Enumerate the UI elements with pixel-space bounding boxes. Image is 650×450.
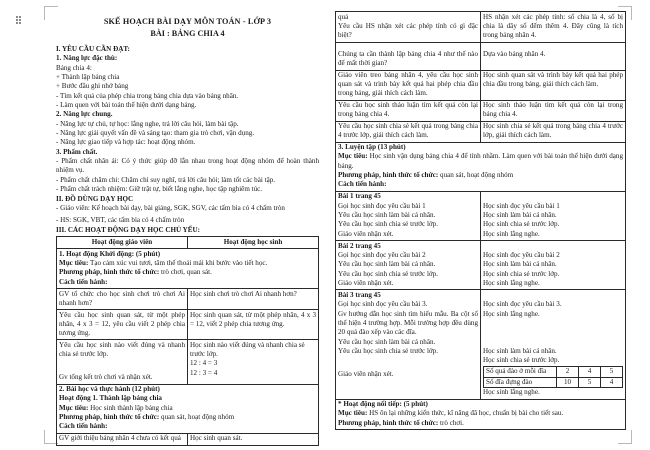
heading-qualities: 3. Phẩm chất. — [56, 147, 98, 156]
cell-teacher: Yêu cầu học sinh chia sẻ kết quả trong bảng chia 4 trước lớp, giải thích cách làm. — [336, 121, 481, 142]
cell-student-text: Học sinh chia sẻ trước lớp. — [483, 269, 560, 278]
cell-student: Học sinh thảo luận tìm kết quả còn lại trong bảng chia 4. — [481, 100, 626, 121]
cell-teacher: GV giới thiệu bảng nhân 4 chưa có kết quả — [57, 433, 188, 445]
row-label-peaches-per-dish: Số quả đào ở mỗi đĩa — [484, 367, 557, 377]
value-method: trò chơi. — [438, 418, 464, 427]
activity1-steps-label: Cách tiến hành: — [59, 277, 108, 286]
activities-table-part2 — [335, 11, 626, 430]
table-row — [57, 289, 319, 310]
cell-teacher-text: Yêu cầu học sinh chia sẻ trước lớp. — [338, 220, 438, 229]
cell-teacher-text: Giáo viên nhận xét. — [338, 370, 394, 379]
exercise3-title: Bài 3 trang 45 — [338, 290, 381, 299]
cell-teacher-text: Giáo viên nhận xét. — [338, 279, 394, 288]
text-quality-item: - Phẩm chất trách nhiệm: Giữ trật tự, biết lắng nghe, học tập nghiêm túc. — [56, 185, 263, 194]
cell-teacher-text: Yêu cầu học sinh chia sẻ trước lớp. — [338, 269, 438, 278]
cell-student-text: Học sinh đọc yêu cầu bài 3. — [483, 300, 562, 309]
cell-student-text: Học sinh làm bài cá nhân. — [483, 211, 557, 220]
cell-teacher: Yêu cầu học sinh quan sát, từ một phép nhân, 4 x 3 = 12, yêu cầu viết 2 phép chia tương ứng. — [57, 310, 188, 340]
exercise2-title: Bài 2 trang 45 — [338, 241, 381, 250]
cell-student: Học sinh quan sát và trình bày kết quả hai phép chia đầu trong bảng, giải thích cách làm. — [481, 70, 626, 100]
cell-student: Học sinh quan sát. — [188, 433, 319, 445]
value-goal: Học sinh vận dụng bảng chia 4 để tính nhầm. Làm quen với bài toán thể hiện dưới dạng bảng. — [338, 152, 623, 170]
cell-teacher: Giáo viên treo bảng nhân 4, yêu cầu học sinh quan sát và trình bày kết quả hai phép chia đầu trong bảng, giải thích cách làm. — [336, 70, 481, 100]
column-header-teacher: Hoạt động giáo viên — [57, 236, 188, 248]
text-general-item: - Năng lực giao tiếp và hợp tác: hoạt động nhóm. — [56, 138, 196, 147]
activity1-closing: Gv tổng kết trò chơi và nhận xét. — [59, 373, 153, 382]
cell-value: 5 — [579, 377, 601, 387]
cell-value: 4 — [579, 367, 601, 377]
exercise1-title: Bài 1 trang 45 — [338, 192, 381, 201]
cell-student: Học sinh chia sẻ kết quả trong bảng chia 4 trước lớp, giải thích cách làm. — [481, 121, 626, 142]
heading-materials: II. ĐỒ DÙNG DẠY HỌC — [56, 194, 134, 203]
text-quality-item: - Phẩm chất nhân ái: Có ý thức giúp đỡ lẫn nhau trong hoạt động nhóm để hoàn thành nhiệm vụ. — [56, 157, 319, 175]
table-row-activity3-header — [336, 142, 626, 191]
cell-teacher-text: Gv hướng dẫn học sinh tìm hiểu mẫu. Ba cột số thể hiện 4 trường hợp. Mỗi trường hợp đều dùng 20 quả đào xếp vào các đĩa. — [338, 309, 478, 337]
equation-line: 12 : 3 = 4 — [190, 368, 218, 377]
table-row-activity1-header — [57, 249, 319, 289]
continuation-text: quả — [338, 12, 349, 21]
heading-specific-competence: 1. Năng lực đặc thù: — [56, 54, 118, 63]
cell-teacher — [336, 191, 481, 240]
cell-teacher — [336, 290, 481, 399]
activities-table-part1 — [56, 236, 319, 446]
activity2-title: 2. Bài học và thực hành (12 phút) — [59, 385, 160, 394]
text-competence-item: - Tìm kết quả của phép chia trong bảng chia dựa vào bảng nhân. — [56, 91, 239, 100]
table-header-row — [57, 236, 319, 248]
text-competence-item: - Làm quen với bài toán thể hiện dưới dạng bảng. — [56, 100, 197, 109]
activity2-goal — [59, 404, 316, 413]
table-row — [336, 42, 626, 70]
value-method: quan sát, hoạt động nhóm — [159, 413, 235, 422]
table-row — [57, 433, 319, 445]
inner-table-row — [484, 377, 623, 387]
cell-student: Học sinh quan sát, từ một phép nhân, 4 x 3 = 12, viết 2 phép chia tương ứng. — [188, 310, 319, 340]
label-method: Phương pháp, hình thức tổ chức: — [59, 268, 160, 277]
cell-teacher-text: Giáo viên nhận xét. — [338, 229, 394, 238]
label-method: Phương pháp, hình thức tổ chức: — [338, 171, 439, 180]
activity1-block — [57, 249, 319, 289]
value-goal: HS ôn lại những kiến thức, kĩ năng đã học, chuẩn bị bài cho tiết sau. — [367, 409, 564, 418]
value-method: quan sát, hoạt động nhóm — [438, 171, 514, 180]
cell-student-text: Học sinh chia sẻ trước lớp. — [483, 220, 560, 229]
label-goal: Mục tiêu: — [338, 152, 368, 161]
peach-dish-table — [483, 366, 623, 387]
activity4-block — [336, 399, 626, 430]
page-subtitle: BÀI : BẢNG CHIA 4 — [150, 28, 225, 38]
equation-line: 12 : 4 = 3 — [190, 359, 218, 368]
activity4-title: * Hoạt động nối tiếp: (5 phút) — [338, 400, 428, 409]
cell-value: 5 — [601, 367, 623, 377]
label-goal: Mục tiêu: — [59, 259, 89, 268]
cell-student-text: Học sinh lắng nghe. — [483, 229, 540, 238]
activity1-goal — [59, 259, 316, 268]
label-goal: Mục tiêu: — [59, 403, 89, 412]
activity3-steps-label: Cách tiến hành: — [338, 180, 387, 189]
column-header-student: Hoạt động học sinh — [188, 236, 319, 248]
cell-student-text: Học sinh làm bài cá nhân. — [483, 347, 557, 356]
cell-student — [188, 340, 319, 384]
cell-teacher-text: Yêu cầu học sinh làm bài cá nhân. — [338, 260, 436, 269]
activity1-title: 1. Hoạt động Khởi động: (5 phút) — [59, 249, 161, 258]
text-quality-item: - Phẩm chất chăm chi: Chăm chỉ suy nghĩ, trả lời câu hỏi; làm tốt các bài tập. — [56, 175, 276, 184]
activity3-goal — [338, 152, 623, 171]
table-row-activity4 — [336, 399, 626, 430]
activity3-title: 3. Luyện tập (13 phút) — [338, 143, 406, 152]
cell-teacher — [336, 12, 481, 43]
cell-teacher — [336, 42, 481, 70]
table-row-exercise2 — [336, 241, 626, 290]
cell-student: Học sinh chơi trò chơi Ai nhanh hơn? — [188, 289, 319, 310]
cell-student — [481, 191, 626, 240]
activity2-method — [59, 413, 316, 422]
table-row — [57, 340, 319, 384]
text-division-table-lead: Bảng chia 4: — [56, 63, 92, 72]
cell-teacher — [336, 241, 481, 290]
text-competence-item: + Bước đầu ghi nhớ bảng — [56, 82, 129, 91]
cell-student-text: Học sinh đọc yêu cầu bài 2 — [483, 251, 560, 259]
activity3-block — [336, 142, 626, 191]
activity2-steps-label: Cách tiến hành: — [59, 422, 108, 431]
label-goal: Mục tiêu: — [338, 409, 368, 418]
text-general-item: - Năng lực giải quyết vấn đề và sáng tạo: tham gia trò chơi, vận dụng. — [56, 129, 255, 138]
cell-value: 10 — [557, 377, 579, 387]
cell-student-text: Học sinh chia sẻ trước lớp. — [483, 356, 560, 365]
table-row-activity2-header — [57, 384, 319, 433]
cell-student-text: Học sinh lắng nghe. — [483, 309, 540, 318]
cell-student-text: Học sinh nào viết đúng và nhanh chia sẻ trước lớp. — [190, 340, 305, 358]
cell-student-text: Học sinh làm bài cá nhân. — [483, 260, 557, 269]
value-goal: Tạo cảm xúc vui tươi, tâm thế thoải mái khi bước vào tiết học. — [88, 259, 268, 268]
cell-teacher-text: Gọi học sinh đọc yêu cầu bài 3. — [338, 300, 428, 309]
cell-student-text: Học sinh lắng nghe. — [483, 388, 540, 397]
cell-student: HS nhận xét các phép tính: số chia là 4, số bị chia là dãy số đếm thêm 4. Đây cũng là tích trong bảng nhân 4. — [481, 12, 626, 43]
cell-teacher-text: Gọi học sinh đọc yêu cầu bài 2 — [338, 251, 426, 259]
cell-teacher: GV tổ chức cho học sinh chơi trò chơi Ai nhanh hơn? — [57, 289, 188, 310]
table-row — [336, 100, 626, 121]
cell-teacher-text: Chúng ta cần thành lập bảng chia 4 như thế nào để mất thời gian? — [338, 50, 478, 68]
value-method: trò chơi, quan sát. — [159, 268, 212, 277]
cell-teacher-text: Yêu cầu học sinh làm bài cá nhân. — [338, 337, 436, 346]
cell-student — [481, 290, 626, 399]
cell-teacher-text: Yêu cầu HS nhận xét các phép tính có gì đặc biệt? — [338, 21, 478, 40]
cell-teacher — [57, 340, 188, 384]
cell-student-text: Dựa vào bảng nhân 4. — [483, 50, 546, 59]
activity1-method — [59, 268, 316, 277]
text-general-item: - Năng lực tự chủ, tự học: lắng nghe, trả lời câu hỏi, làm bài tập. — [56, 119, 239, 128]
page-title: SKẾ HOẠCH BÀI DẠY MÔN TOÁN - LỚP 3 — [103, 17, 272, 26]
cell-teacher: Yêu cầu học sinh thảo luận tìm kết quả còn lại trong bảng chia 4. — [336, 100, 481, 121]
cell-student — [481, 241, 626, 290]
text-material-item: - HS: SGK, VBT, các tấm bìa có 4 chấm tròn — [56, 216, 185, 225]
label-method: Phương pháp, hình thức tổ chức: — [338, 418, 439, 427]
table-row — [336, 121, 626, 142]
page-column-right — [325, 0, 650, 450]
heading-general-competence: 2. Năng lực chung. — [56, 110, 113, 119]
cell-teacher-text: Yêu cầu học sinh làm bài cá nhân. — [338, 211, 436, 220]
table-row-continuation — [336, 12, 626, 43]
table-row-exercise3 — [336, 290, 626, 399]
row-label-number-of-dishes: Số đĩa đựng đào — [484, 377, 557, 387]
label-method: Phương pháp, hình thức tổ chức: — [59, 413, 160, 422]
cell-teacher-text: Yêu cầu học sinh chia sẻ trước lớp. — [338, 347, 438, 356]
text-competence-item: + Thành lập bảng chia — [56, 72, 120, 81]
cell-teacher-text: Gọi học sinh đọc yêu cầu bài 1 — [338, 201, 426, 210]
heading-activities: III. CÁC HOẠT ĐỘNG DẠY HỌC CHỦ YẾU: — [56, 225, 200, 234]
activity4-goal — [338, 409, 623, 418]
table-row — [57, 310, 319, 340]
cell-teacher-text: Yêu cầu học sinh nào viết đúng và nhanh chia sẻ trước lớp. — [59, 340, 185, 358]
text-material-item: - Giáo viên: Kế hoạch bài dạy, bài giảng, SGK, SGV, các tấm bìa có 4 chấm tròn — [56, 203, 285, 212]
heading-requirements: I. YÊU CẦU CẦN ĐẠT: — [56, 44, 130, 53]
value-goal: Học sinh thành lập bảng chia — [88, 403, 173, 412]
cell-value: 2 — [557, 367, 579, 377]
cell-student-text: Học sinh lắng nghe. — [483, 279, 540, 288]
cell-student-text: Học sinh đọc yêu cầu bài 1 — [483, 201, 560, 210]
activity4-method — [338, 419, 623, 428]
table-row — [336, 70, 626, 100]
cell-student — [481, 42, 626, 70]
inner-table-row — [484, 367, 623, 377]
activity2-subtitle: Hoạt động 1. Thành lập bảng chia — [59, 394, 162, 403]
activity3-method — [338, 171, 623, 180]
table-row-exercise1 — [336, 191, 626, 240]
activity2-block — [57, 384, 319, 433]
cell-value: 4 — [601, 377, 623, 387]
